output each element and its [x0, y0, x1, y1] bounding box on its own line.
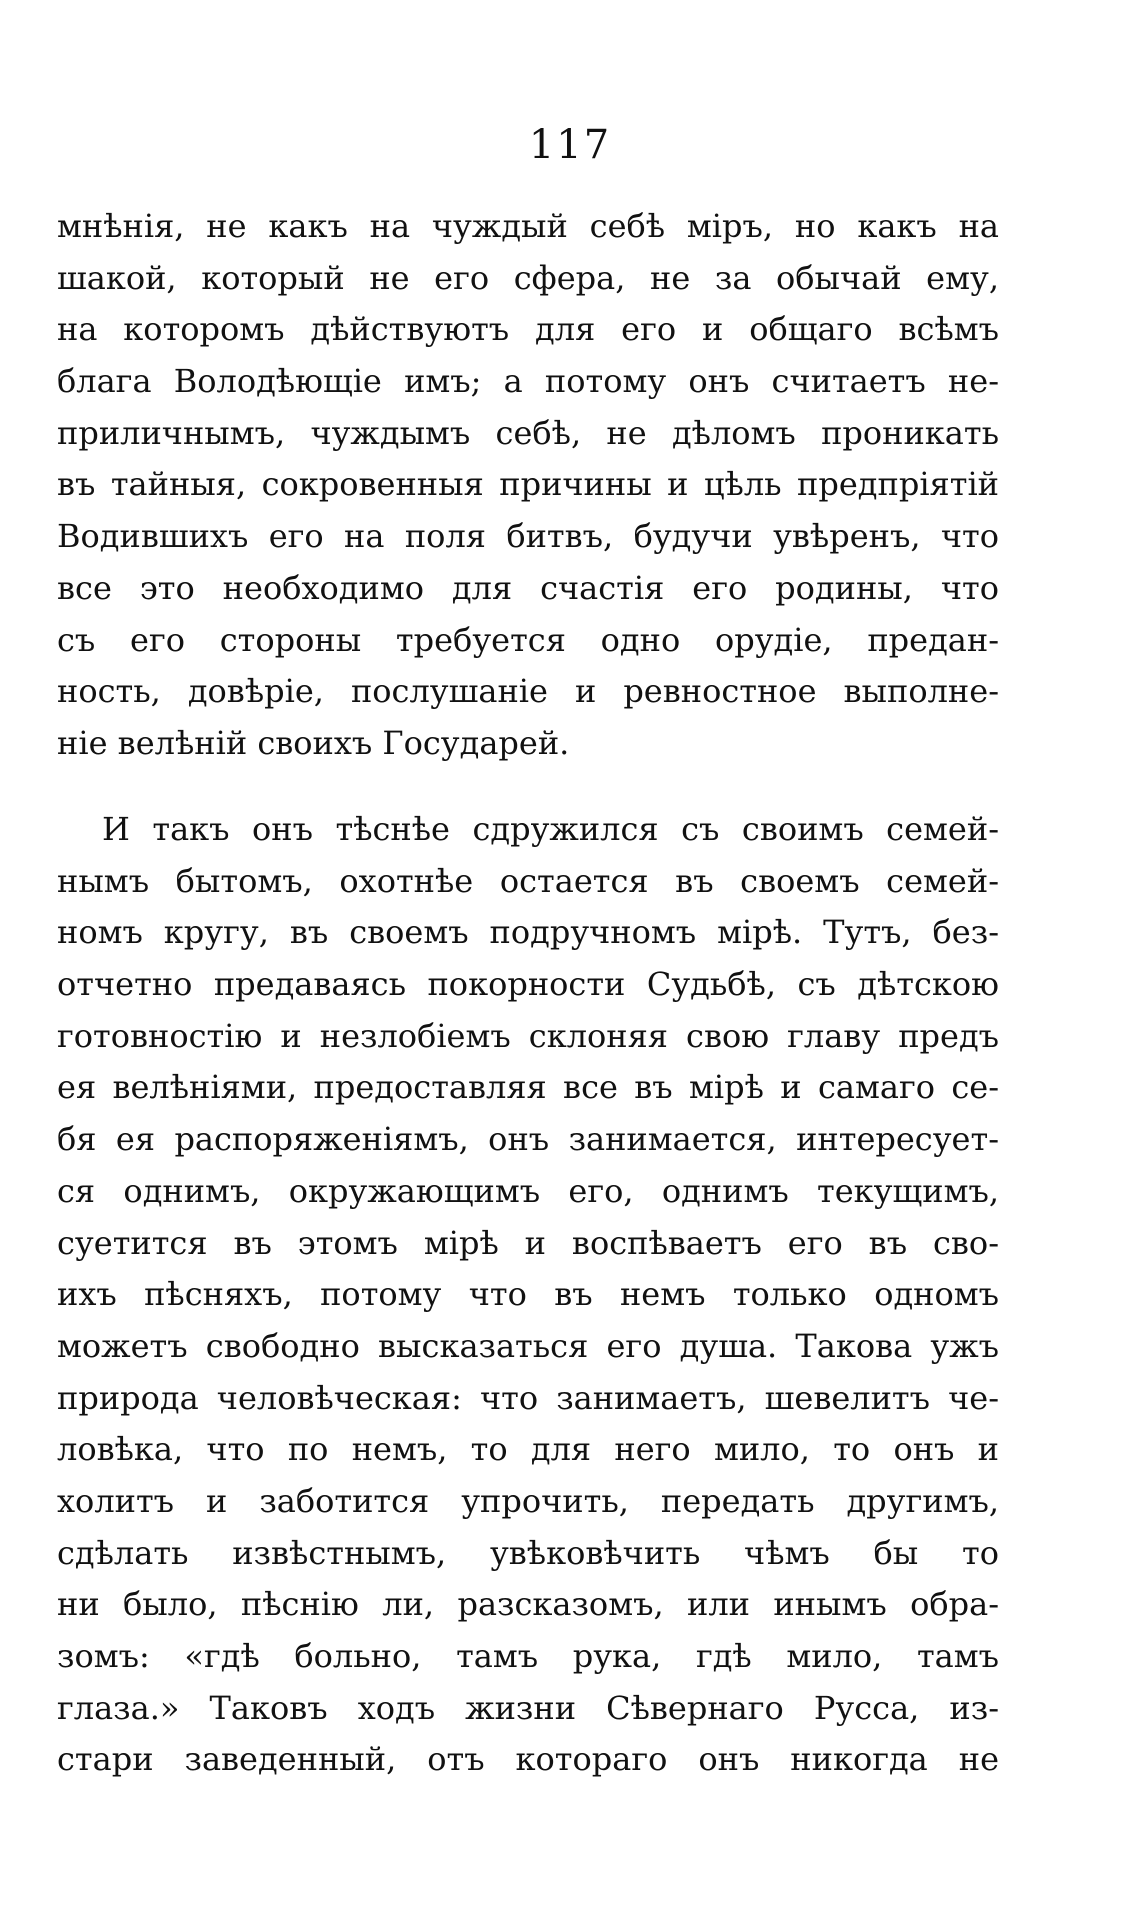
- text-line: все это необходимо для счастія его родины, что: [57, 568, 999, 607]
- text-line: стари заведенный, отъ котораго онъ никогда не: [57, 1740, 999, 1779]
- text-line: можетъ свободно высказаться его душа. Такова ужъ: [57, 1326, 999, 1365]
- paragraph-1: [57, 201, 999, 770]
- paragraph-2: [57, 804, 999, 1786]
- text-line: ея велѣніями, предоставляя все въ мірѣ и самаго се-: [57, 1068, 999, 1107]
- text-line: сдѣлать извѣстнымъ, увѣковѣчить чѣмъ бы то: [57, 1533, 999, 1572]
- text-line: ни было, пѣснію ли, разсказомъ, или инымъ обра-: [57, 1585, 999, 1624]
- page-number: 117: [528, 122, 612, 168]
- text-line: природа человѣческая: что занимаетъ, шевелитъ че-: [57, 1378, 999, 1417]
- text-line: съ его стороны требуется одно орудіе, предан-: [57, 620, 999, 659]
- text-line: приличнымъ, чуждымъ себѣ, не дѣломъ проникать: [57, 413, 999, 452]
- text-line: ся однимъ, окружающимъ его, однимъ текущимъ,: [57, 1171, 999, 1210]
- text-line: отчетно предаваясь покорности Судьбѣ, съ дѣтскою: [57, 965, 999, 1004]
- text-line: Водившихъ его на поля битвъ, будучи увѣренъ, что: [57, 517, 999, 556]
- text-line: шакой, который не его сфера, не за обычай ему,: [57, 258, 999, 297]
- text-line: на которомъ дѣйствуютъ для его и общаго всѣмъ: [57, 310, 999, 349]
- text-line: въ тайныя, сокровенныя причины и цѣль предпріятій: [57, 465, 999, 504]
- text-line: суетится въ этомъ мірѣ и воспѣваетъ его въ сво-: [57, 1223, 999, 1262]
- text-line: глаза.» Таковъ ходъ жизни Сѣвернаго Русса, из-: [57, 1688, 999, 1727]
- text-line: ность, довѣріе, послушаніе и ревностное выполне-: [57, 672, 999, 711]
- text-line: И такъ онъ тѣснѣе сдружился съ своимъ семей-: [102, 810, 999, 848]
- text-line: нымъ бытомъ, охотнѣе остается въ своемъ семей-: [57, 861, 999, 900]
- text-line: холитъ и заботится упрочить, передать другимъ,: [57, 1481, 999, 1520]
- text-line: номъ кругу, въ своемъ подручномъ мірѣ. Тутъ, без-: [57, 913, 999, 952]
- text-line: ихъ пѣсняхъ, потому что въ немъ только одномъ: [57, 1275, 999, 1314]
- text-line: ловѣка, что по немъ, то для него мило, то онъ и: [57, 1430, 999, 1469]
- text-line: зомъ: «гдѣ больно, тамъ рука, гдѣ мило, тамъ: [57, 1637, 999, 1675]
- text-line: готовностію и незлобіемъ склоняя свою главу предъ: [57, 1016, 999, 1055]
- text-line: ніе велѣній своихъ Государей.: [57, 723, 570, 762]
- text-line: блага Володѣющіе имъ; а потому онъ считаетъ не-: [57, 362, 999, 401]
- text-line: мнѣнія, не какъ на чуждый себѣ міръ, но какъ на: [57, 207, 999, 245]
- text-line: бя ея распоряженіямъ, онъ занимается, интересует-: [57, 1120, 999, 1159]
